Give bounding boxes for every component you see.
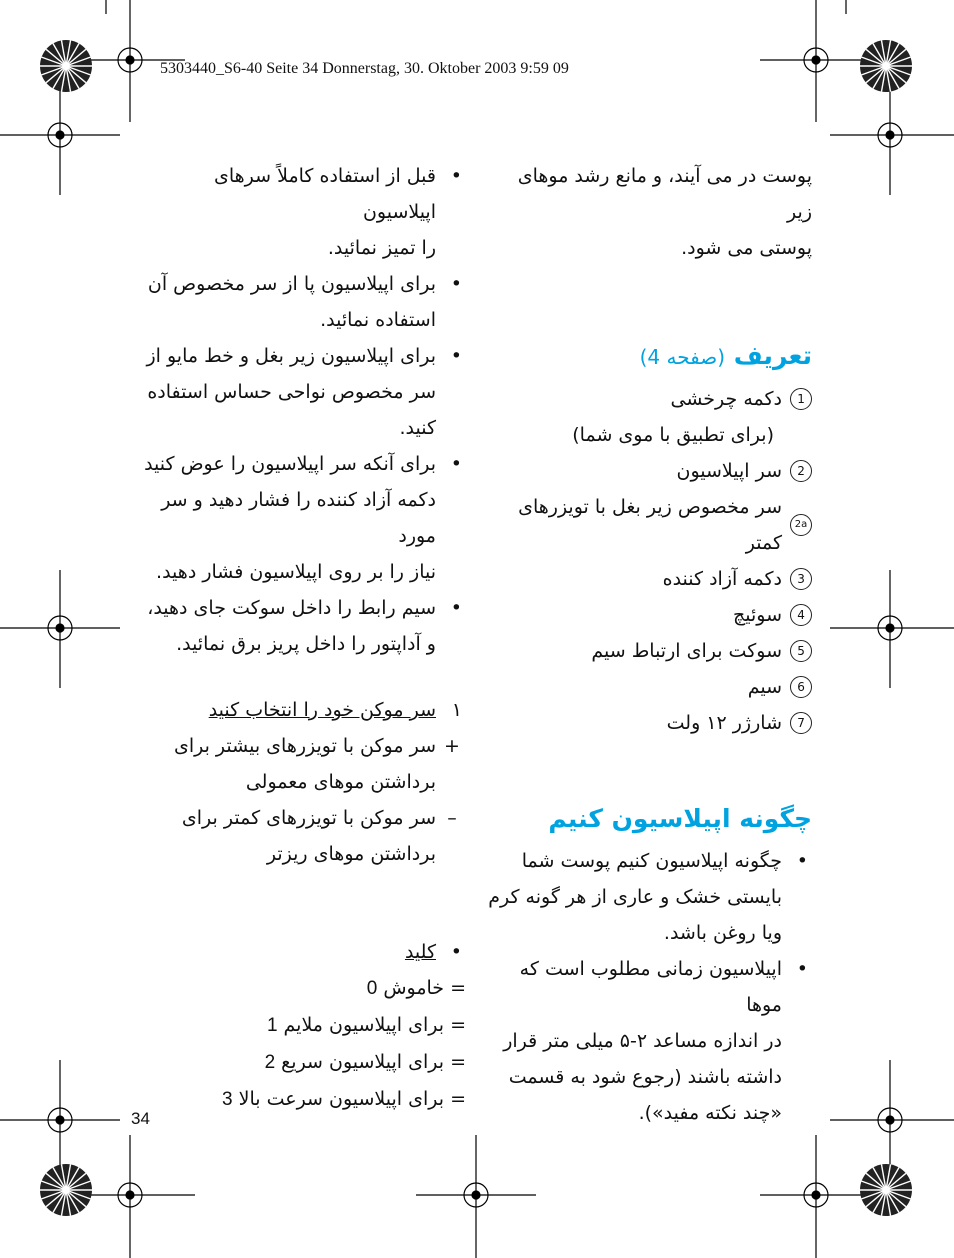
legend-item-group <box>488 597 812 633</box>
legend-label: سر اپیلاسیون <box>676 460 782 482</box>
legend-item-group <box>488 633 812 669</box>
legend-number: 2 <box>790 460 812 482</box>
howto-line: • اپیلاسیون زمانی مطلوب است که موها <box>519 958 782 1016</box>
setting-text: = برای اپیلاسیون سرعت بالا <box>238 1088 466 1110</box>
tip-bullet <box>140 446 466 590</box>
switch-title-row <box>140 934 466 970</box>
howto-line: بایستی خشک و عاری از هر گونه کرم <box>488 886 782 908</box>
setting-value: 1 <box>266 1015 278 1036</box>
massager-step-number: ۱ <box>451 699 462 721</box>
switch-title: کلید <box>404 941 436 963</box>
right-column <box>488 158 812 1131</box>
setting-text: = برای اپیلاسیون سریع <box>281 1051 466 1073</box>
legend-item <box>488 489 812 561</box>
legend-number: 6 <box>790 676 812 698</box>
legend-item <box>488 705 812 741</box>
legend-label: شارژر ۱۲ ولت <box>666 712 782 734</box>
option-mark: + <box>444 735 460 757</box>
legend-item <box>488 561 812 597</box>
setting-value: 0 <box>366 978 378 999</box>
howto-bullet <box>488 843 812 951</box>
legend-label: دکمه چرخشی <box>670 388 782 410</box>
howto-line: داشته باشند (رجوع شود به قسمت <box>508 1066 782 1088</box>
legend-heading <box>488 336 812 377</box>
tip-bullet <box>140 338 466 446</box>
legend-label-cont: (برای تطبیق با موی شما) <box>572 424 774 446</box>
howto-line: • چگونه اپیلاسیون کنیم پوست شما <box>521 850 782 872</box>
massager-option <box>140 728 462 800</box>
print-header: 5303440_S6-40 Seite 34 Donnerstag, 30. Oktober 2003 9:59 09 <box>160 60 569 77</box>
legend-page-ref: (صفحه 4) <box>639 345 726 369</box>
tip-line: • برای اپیلاسیون زیر بغل و خط مایو از <box>146 345 436 367</box>
legend-item-group <box>488 705 812 741</box>
switch-setting <box>140 1007 466 1044</box>
howto-list <box>488 843 812 1131</box>
legend-number: 4 <box>790 604 812 626</box>
setting-value: 3 <box>222 1089 233 1110</box>
legend-number: 7 <box>790 712 812 734</box>
option-mark: – <box>447 807 457 829</box>
option-line: سر موکن با تویزرهای بیشتر برای <box>173 735 436 757</box>
legend-item <box>488 597 812 633</box>
legend-list <box>488 381 812 741</box>
tip-line: • برای آنکه سر اپیلاسیون را عوض کنید <box>144 453 436 475</box>
legend-label: سیم <box>747 676 782 698</box>
tip-line: • قبل از استفاده کاملاً سرهای اپیلاسیون <box>214 165 436 223</box>
tip-bullet <box>140 158 466 266</box>
option-line: برداشتن موهای ریزتر <box>266 843 436 865</box>
massager-title: سر موکن خود را انتخاب کنید <box>208 699 436 721</box>
tip-line: نیاز را بر روی اپیلاسیون فشار دهید. <box>156 561 436 583</box>
legend-number: 2a <box>790 514 812 536</box>
legend-label: سوئیچ <box>732 604 782 626</box>
massager-section <box>140 692 466 872</box>
howto-line: «چند نکته مفید»). <box>638 1102 782 1124</box>
legend-item-group <box>488 453 812 489</box>
howto-heading: چگونه اپیلاسیون کنیم <box>548 804 812 833</box>
legend-item <box>488 633 812 669</box>
legend-number: 3 <box>790 568 812 590</box>
legend-label: سر مخصوص زیر بغل با تویزرهای کمتر <box>518 496 782 554</box>
page-number: 34 <box>131 1109 150 1128</box>
legend-item <box>488 669 812 705</box>
tip-line: • برای اپیلاسیون پا از سر مخصوص آن <box>147 273 436 295</box>
tips-list <box>140 158 466 662</box>
switch-setting <box>140 1044 466 1081</box>
intro-paragraph <box>488 158 812 266</box>
legend-item <box>488 453 812 489</box>
legend-label: دکمه آزاد کننده <box>662 568 782 590</box>
intro-line: پوست در می آیند، و مانع رشد موهای زیر <box>517 165 812 223</box>
legend-item-group <box>488 489 812 561</box>
tip-line: • سیم رابط را داخل سوکت جای دهید، <box>147 597 436 619</box>
tip-line: کنید. <box>399 417 436 439</box>
legend-item-group <box>488 561 812 597</box>
tip-bullet <box>140 266 466 338</box>
switch-setting <box>140 970 466 1007</box>
massager-title-row <box>140 692 466 728</box>
switch-section <box>140 934 466 1118</box>
intro-line: پوستی می شود. <box>681 237 812 259</box>
left-column <box>140 158 466 1118</box>
tip-line: و آداپتور را داخل پریز برق نمائید. <box>176 633 436 655</box>
setting-text: = خاموش <box>383 977 466 999</box>
setting-value: 2 <box>264 1052 276 1073</box>
legend-number: 5 <box>790 640 812 662</box>
legend-heading-text: تعریف <box>733 341 812 370</box>
howto-line: ویا روغن باشد. <box>663 922 782 944</box>
legend-label: سوکت برای ارتباط سیم <box>591 640 782 662</box>
setting-text: = برای اپیلاسیون ملایم <box>283 1014 466 1036</box>
tip-bullet <box>140 590 466 662</box>
massager-option <box>140 800 462 872</box>
switch-settings <box>140 970 466 1118</box>
howto-bullet <box>488 951 812 1131</box>
massager-options <box>140 728 466 872</box>
option-line: سر موکن با تویزرهای کمتر برای <box>181 807 436 829</box>
legend-item-group <box>488 669 812 705</box>
tip-line: دکمه آزاد کننده را فشار دهید و سر مورد <box>161 489 436 547</box>
legend-item-group <box>488 381 812 453</box>
switch-setting <box>140 1081 466 1118</box>
option-line: برداشتن موهای معمولی <box>245 771 436 793</box>
tip-line: استفاده نمائید. <box>320 309 436 331</box>
legend-number: 1 <box>790 388 812 410</box>
tip-line: را تمیز نمائید. <box>327 237 436 259</box>
howto-line: در اندازه مساعد ۲-۵ میلی متر قرار <box>503 1030 782 1052</box>
legend-item <box>488 381 812 417</box>
tip-line: سر مخصوص نواحی حساس استفاده <box>147 381 436 403</box>
